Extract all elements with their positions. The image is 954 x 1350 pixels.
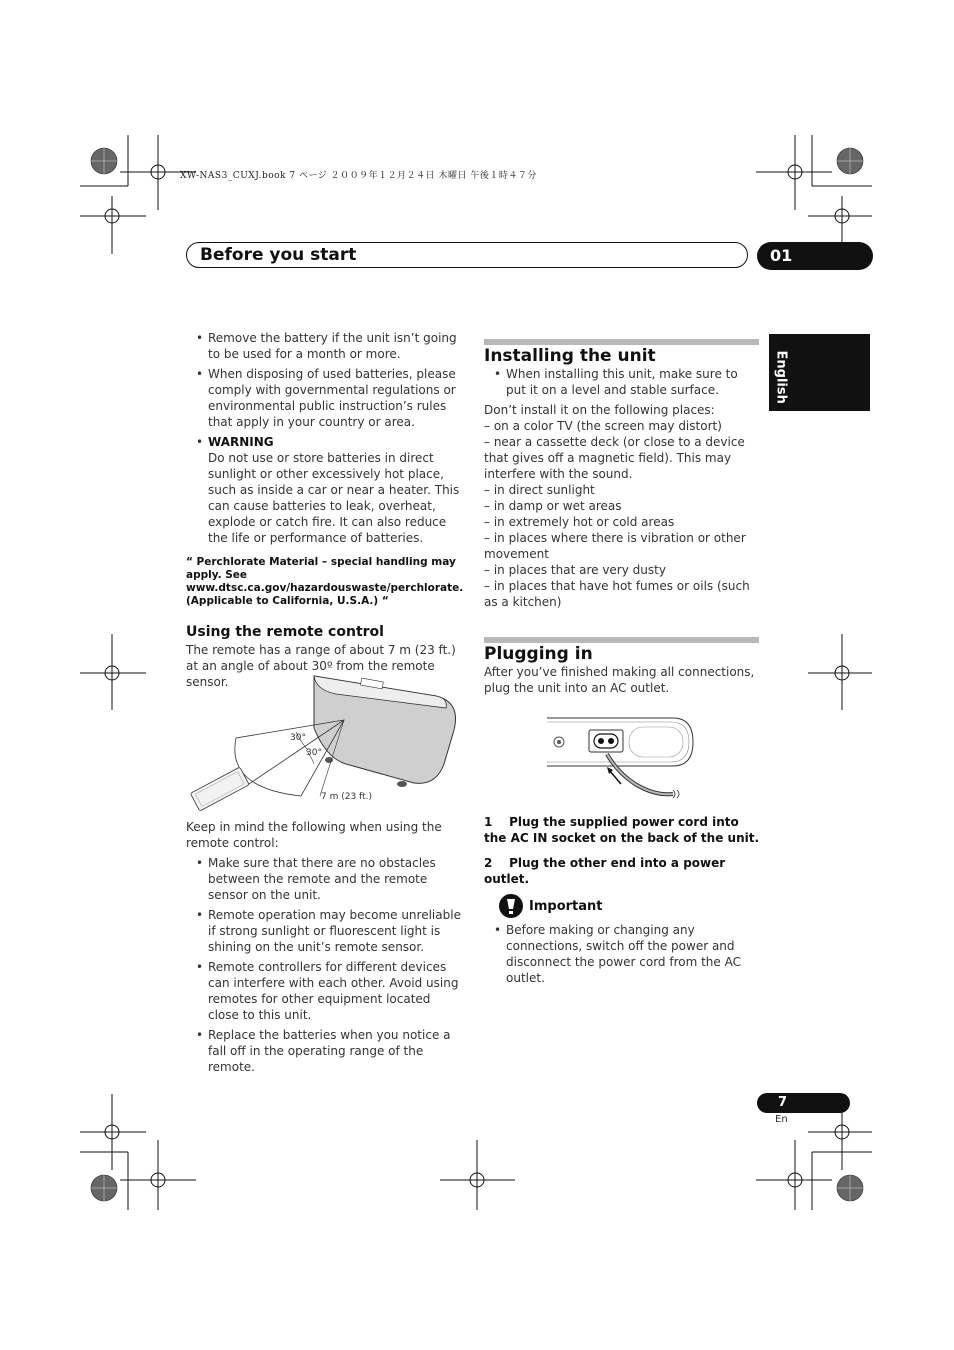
warning-item xyxy=(186,434,461,546)
list-item: • Remove the battery if the unit isn’t going to be used for a month or more. xyxy=(186,330,461,362)
step-2 xyxy=(484,855,759,887)
page-title: Before you start xyxy=(200,245,357,265)
warning-label: • WARNING xyxy=(208,435,274,449)
range-label: 7 m (23 ft.) xyxy=(321,792,372,802)
install-place: – in direct sunlight xyxy=(484,483,595,497)
install-place: – in places that have hot fumes or oils (such as a kitchen) xyxy=(484,579,750,609)
step-text: Plug the supplied power cord into the AC IN socket on the back of the unit. xyxy=(484,815,760,845)
list-item: • Remote operation may become unreliable if strong sunlight or fluorescent light is shining on the unit’s remote sensor. xyxy=(186,907,461,955)
language-tab-label: English xyxy=(773,350,789,404)
install-heading: Installing the unit xyxy=(484,346,656,366)
install-intro: Don’t install it on the following places: xyxy=(484,403,715,417)
page-language: En xyxy=(775,1114,788,1125)
left-column-lower xyxy=(186,819,461,1079)
list-item: • Remote controllers for different devices can interfere with each other. Avoid using remotes for other equipment located close to this unit. xyxy=(186,959,461,1023)
angle-label: 30° xyxy=(290,733,306,743)
plug-text: After you’ve finished making all connections, plug the unit into an AC outlet. xyxy=(484,665,755,695)
install-place: – in damp or wet areas xyxy=(484,499,622,513)
keep-in-mind-text: Keep in mind the following when using the remote control: xyxy=(186,820,442,850)
list-item: • Replace the batteries when you notice a fall off in the operating range of the remote. xyxy=(186,1027,461,1075)
step-number: 1 xyxy=(484,815,493,829)
warning-text: Do not use or store batteries in direct sunlight or other excessively hot place, such as inside a car or near a heater. This can cause batteries to leak, overheat, explode or catch fire. It can also reduce the life or performance of batteries. xyxy=(208,451,460,545)
angle-label: 30° xyxy=(306,748,322,758)
remote-control-icon xyxy=(190,767,249,811)
install-place: – near a cassette deck (or close to a device that gives off a magnetic field). This may interfere with the sound. xyxy=(484,435,745,481)
plug-section xyxy=(484,637,759,696)
page-number-badge xyxy=(757,1093,850,1113)
install-place: – in places where there is vibration or other movement xyxy=(484,531,746,561)
important-icon xyxy=(498,893,524,919)
install-section xyxy=(484,339,759,610)
power-cord-icon xyxy=(607,754,673,794)
chapter-number: 01 xyxy=(770,246,793,265)
remote-text: The remote has a range of about 7 m (23 ft.) at an angle of about 30º from the remote sensor. xyxy=(186,643,456,689)
step-number: 2 xyxy=(484,856,493,870)
perchlorate-notice: “ Perchlorate Material – special handling may apply. See www.dtsc.ca.gov/hazardouswaste/perchlorate. (Applicable to California, U.S.A.) “ xyxy=(186,556,464,607)
step-1 xyxy=(484,814,759,846)
install-place: – on a color TV (the screen may distort) xyxy=(484,419,722,433)
section-divider xyxy=(484,637,759,643)
install-place: – in extremely hot or cold areas xyxy=(484,515,675,529)
important-label: Important xyxy=(529,899,603,914)
section-divider xyxy=(484,339,759,345)
file-info: XW-NAS3_CUXJ.book 7 ページ ２００９年１２月２４日 木曜日 午後１時４７分 xyxy=(180,171,537,181)
important-note xyxy=(484,922,744,990)
steps-section xyxy=(484,814,759,887)
plug-heading: Plugging in xyxy=(484,644,593,664)
ac-socket-figure xyxy=(545,714,695,804)
list-item: • When installing this unit, make sure to put it on a level and stable surface. xyxy=(484,366,759,398)
list-item: • Before making or changing any connections, switch off the power and disconnect the power cord from the AC outlet. xyxy=(484,922,744,986)
remote-heading: Using the remote control xyxy=(186,624,384,640)
page-number: 7 xyxy=(778,1095,788,1110)
left-column xyxy=(186,330,464,690)
install-place: – in places that are very dusty xyxy=(484,563,666,577)
step-text: Plug the other end into a power outlet. xyxy=(484,856,726,886)
list-item: • When disposing of used batteries, please comply with governmental regulations or environmental public instruction’s rules that apply in your country or area. xyxy=(186,366,461,430)
list-item: • Make sure that there are no obstacles between the remote and the remote sensor on the unit. xyxy=(186,855,461,903)
remote-range-figure xyxy=(186,668,461,813)
